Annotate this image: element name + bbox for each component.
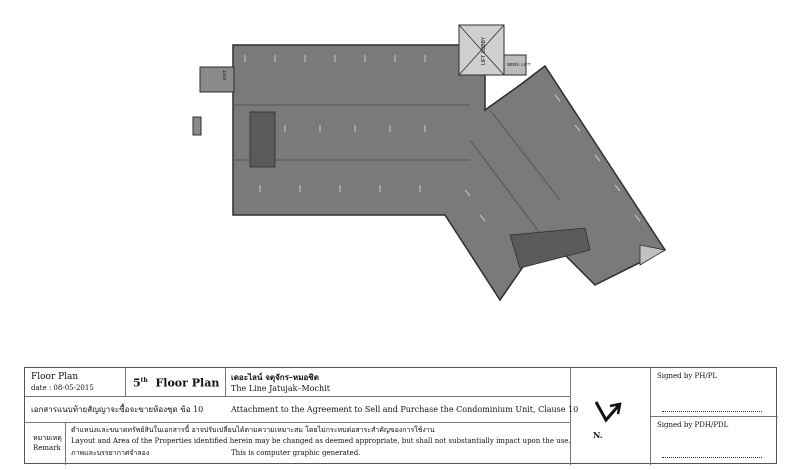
exit-label: EXIT [222,69,227,80]
signature-line-2 [662,456,762,458]
attachment-thai: เอกสารแนบท้ายสัญญาจะซื้อจะขายห้องชุด ข้อ 10 [31,405,204,414]
date-text: date : 08-05-2015 [31,384,94,392]
floor-plan-label: Floor Plan [31,372,79,382]
project-thai: เดอะไลน์ จตุจักร–หมอชิต [231,372,319,382]
north-arrow-icon [590,398,630,428]
remark-en: Remark [33,444,61,452]
note-en-2: This is computer graphic generated. [231,449,361,457]
note-thai-2: ภาพและบรรยากาศจำลอง [71,449,150,457]
ramp-west [250,112,275,167]
floor-number: 5 [133,376,141,390]
floor-plan-title: Floor Plan [155,376,220,390]
floor-suffix: th [140,377,148,384]
attachment-en: Attachment to the Agreement to Sell and Purchase the Condominium Unit, Clause 10 [231,405,579,414]
parking-slab-west [233,45,665,300]
north-label: N. [593,430,603,440]
note-thai-1: ตำแหน่งและขนาดทรัพย์สินในเอกสารนี้ อาจปรับเปลี่ยนได้ตามความเหมาะสม โดยไม่กระทบต่อสาระสำคัญของการใช้งาน [71,426,435,434]
floor-title [133,376,219,389]
exit-stair [200,67,234,92]
title-block [24,367,777,464]
signed-ph-pl: Signed by PH/PL [657,372,718,380]
small-block [193,117,201,135]
lift-lobby-label: LIFT LOBBY [481,36,487,65]
signature-line-1 [662,410,762,412]
serv-lift-label: SERV. LIFT [507,62,531,67]
remark-thai: หมายเหตุ [33,434,62,442]
project-en: The Line Jatujak–Mochit [231,384,330,393]
signed-pdh-pdl: Signed by PDH/PDL [657,421,729,429]
note-en-1: Layout and Area of the Properties identified herein may be changed as deemed appropriate, but shall not substantially impact upon the use. [71,437,571,445]
